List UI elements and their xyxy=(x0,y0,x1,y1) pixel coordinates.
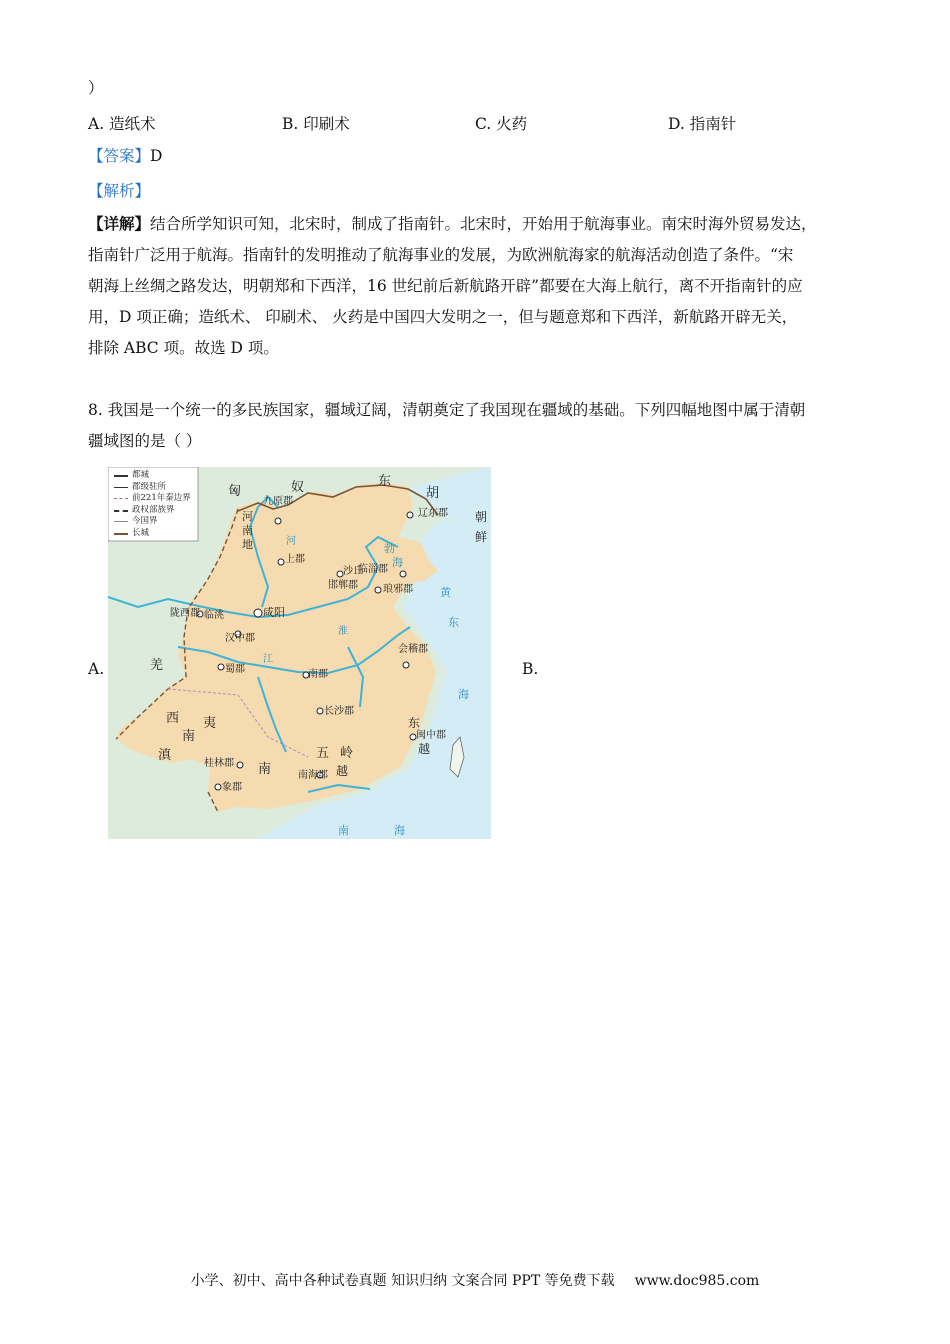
map-label-donghu-1: 东 xyxy=(378,474,392,489)
option-b-printing: B. 印刷术 xyxy=(282,115,350,133)
map-label-lintao: 临洮 xyxy=(204,610,224,621)
map-legend-symbol xyxy=(114,487,128,488)
option-b-label: B. xyxy=(522,660,539,678)
detail-line: 指南针广泛用于航海。指南针的发明推动了航海事业的发展，为欧洲航海家的航海活动创造了条件。“宋 xyxy=(88,246,794,264)
map-legend-item: 长城 xyxy=(132,527,150,538)
option-a-label: A. xyxy=(88,660,105,678)
detail-line: 用，D 项正确；造纸术、 印刷术、 火药是中国四大发明之一，但与题意郑和下西洋，新航路开辟无关， xyxy=(88,308,798,326)
map-label-henan-2: 南 xyxy=(242,524,253,537)
detail-line: 【详解】结合所学知识可知，北宋时，制成了指南针。北宋时，开始用于航海事业。南宋时海外贸易发达， xyxy=(88,214,817,233)
qin-territory-map xyxy=(108,467,491,839)
map-label-yue-1: 越 xyxy=(336,764,349,778)
map-label-jiuyuan: 九原郡 xyxy=(263,496,293,507)
map-label-henan-1: 河 xyxy=(242,510,253,523)
map-label-minzhong: 闽中郡 xyxy=(416,730,446,741)
map-label-henan-3: 地 xyxy=(242,538,253,551)
map-label-nan-1: 南 xyxy=(182,729,196,744)
answer-line xyxy=(88,146,162,166)
map-label-changsha: 长沙郡 xyxy=(324,706,354,717)
map-label-shangjun: 上郡 xyxy=(285,554,305,565)
map-label-xi: 西 xyxy=(166,711,180,726)
footer-url: www.doc985.com xyxy=(634,1273,760,1289)
map-legend-item: 都城 xyxy=(132,470,150,480)
map-label-yue-2: 越 xyxy=(418,742,431,756)
map-label-liaodong: 辽东郡 xyxy=(418,508,448,519)
map-label-xian: 鲜 xyxy=(475,530,488,544)
map-label-wu: 五 xyxy=(316,746,330,761)
map-legend-symbol xyxy=(114,475,128,477)
map-label-dian: 滇 xyxy=(158,748,172,763)
map-label-handan: 邯郸郡 xyxy=(328,580,358,591)
option-d-compass: D. 指南针 xyxy=(668,115,737,133)
map-labels xyxy=(108,467,491,839)
map-label-nanhai-2: 海 xyxy=(394,824,405,837)
map-label-yi: 夷 xyxy=(203,716,217,731)
map-label-he: 河 xyxy=(286,536,296,547)
map-label-qiang: 羌 xyxy=(150,658,164,673)
map-label-xiangjun: 象郡 xyxy=(222,782,242,793)
map-label-xiongnu-1: 匈 xyxy=(228,484,242,499)
question-8-line: 疆域图的是（ ） xyxy=(88,432,202,450)
question-8 xyxy=(88,395,870,457)
map-label-huang: 黄 xyxy=(440,586,451,599)
map-legend-item: 郡级驻所 xyxy=(132,481,167,492)
map-label-dong-yue: 东 xyxy=(408,716,421,730)
map-label-donghai-2: 海 xyxy=(458,688,469,701)
map-label-nanhai-jun: 南海郡 xyxy=(298,770,328,781)
detail-line: 排除 ABC 项。故选 D 项。 xyxy=(88,339,279,357)
map-label-xiongnu-2: 奴 xyxy=(291,480,305,495)
map-legend-symbol xyxy=(114,521,128,522)
map-label-hanzhong: 汉中郡 xyxy=(225,633,255,644)
map-label-kuaiji: 会稽郡 xyxy=(398,644,428,655)
detail-paragraph xyxy=(88,208,870,364)
map-label-nan-2: 南 xyxy=(258,762,272,777)
map-label-chao: 朝 xyxy=(475,510,488,524)
option-c-gunpowder: C. 火药 xyxy=(475,115,528,133)
map-label-bohai-2: 海 xyxy=(392,556,403,569)
answer-tag: 【答案】 xyxy=(88,147,151,165)
map-label-longxi: 陇西郡 xyxy=(170,608,200,619)
map-label-donghai-1: 东 xyxy=(448,616,459,629)
analysis-tag: 【解析】 xyxy=(88,182,151,200)
top-fragment: ） xyxy=(88,79,104,97)
map-label-nanhai-1: 南 xyxy=(338,824,349,837)
map-legend-symbol xyxy=(114,498,128,499)
map-label-nanjun: 南郡 xyxy=(308,669,328,680)
map-legend-item: 今国界 xyxy=(132,516,158,526)
map-label-bohai-1: 勃 xyxy=(384,542,395,555)
map-legend-item: 前221年秦边界 xyxy=(132,493,191,503)
map-label-langya: 琅邪郡 xyxy=(383,584,413,595)
map-label-shujun: 蜀郡 xyxy=(225,664,245,675)
map-label-ling: 岭 xyxy=(340,746,354,761)
map-label-shaqiu: 沙丘 xyxy=(343,566,363,577)
map-label-guilin: 桂林郡 xyxy=(204,758,234,769)
map-label-linzi: 临淄郡 xyxy=(358,564,388,575)
option-a-papermaking: A. 造纸术 xyxy=(88,115,156,133)
answer-value: D xyxy=(150,147,163,165)
detail-tag: 【详解】 xyxy=(88,214,151,233)
map-legend-item: 政权部族界 xyxy=(132,504,175,515)
question-8-line: 8. 我国是一个统一的多民族国家，疆域辽阔，清朝奠定了我国现在疆域的基础。下列四幅地图中属于清朝 xyxy=(88,401,806,419)
map-legend-symbol xyxy=(114,510,128,512)
detail-line: 朝海上丝绸之路发达，明朝郑和下西洋，16 世纪前后新航路开辟”都要在大海上航行，离不开指南针的应 xyxy=(88,277,803,295)
map-label-huai: 淮 xyxy=(338,626,348,637)
map-label-xianyang: 咸阳 xyxy=(263,606,285,619)
footer-text: 小学、初中、高中各种试卷真题 知识归纳 文案合同 PPT 等免费下载 xyxy=(190,1273,615,1289)
map-label-jiang: 江 xyxy=(263,654,273,665)
map-legend-symbol xyxy=(114,533,128,535)
map-label-donghu-2: 胡 xyxy=(426,486,440,501)
page-footer xyxy=(0,1270,950,1290)
